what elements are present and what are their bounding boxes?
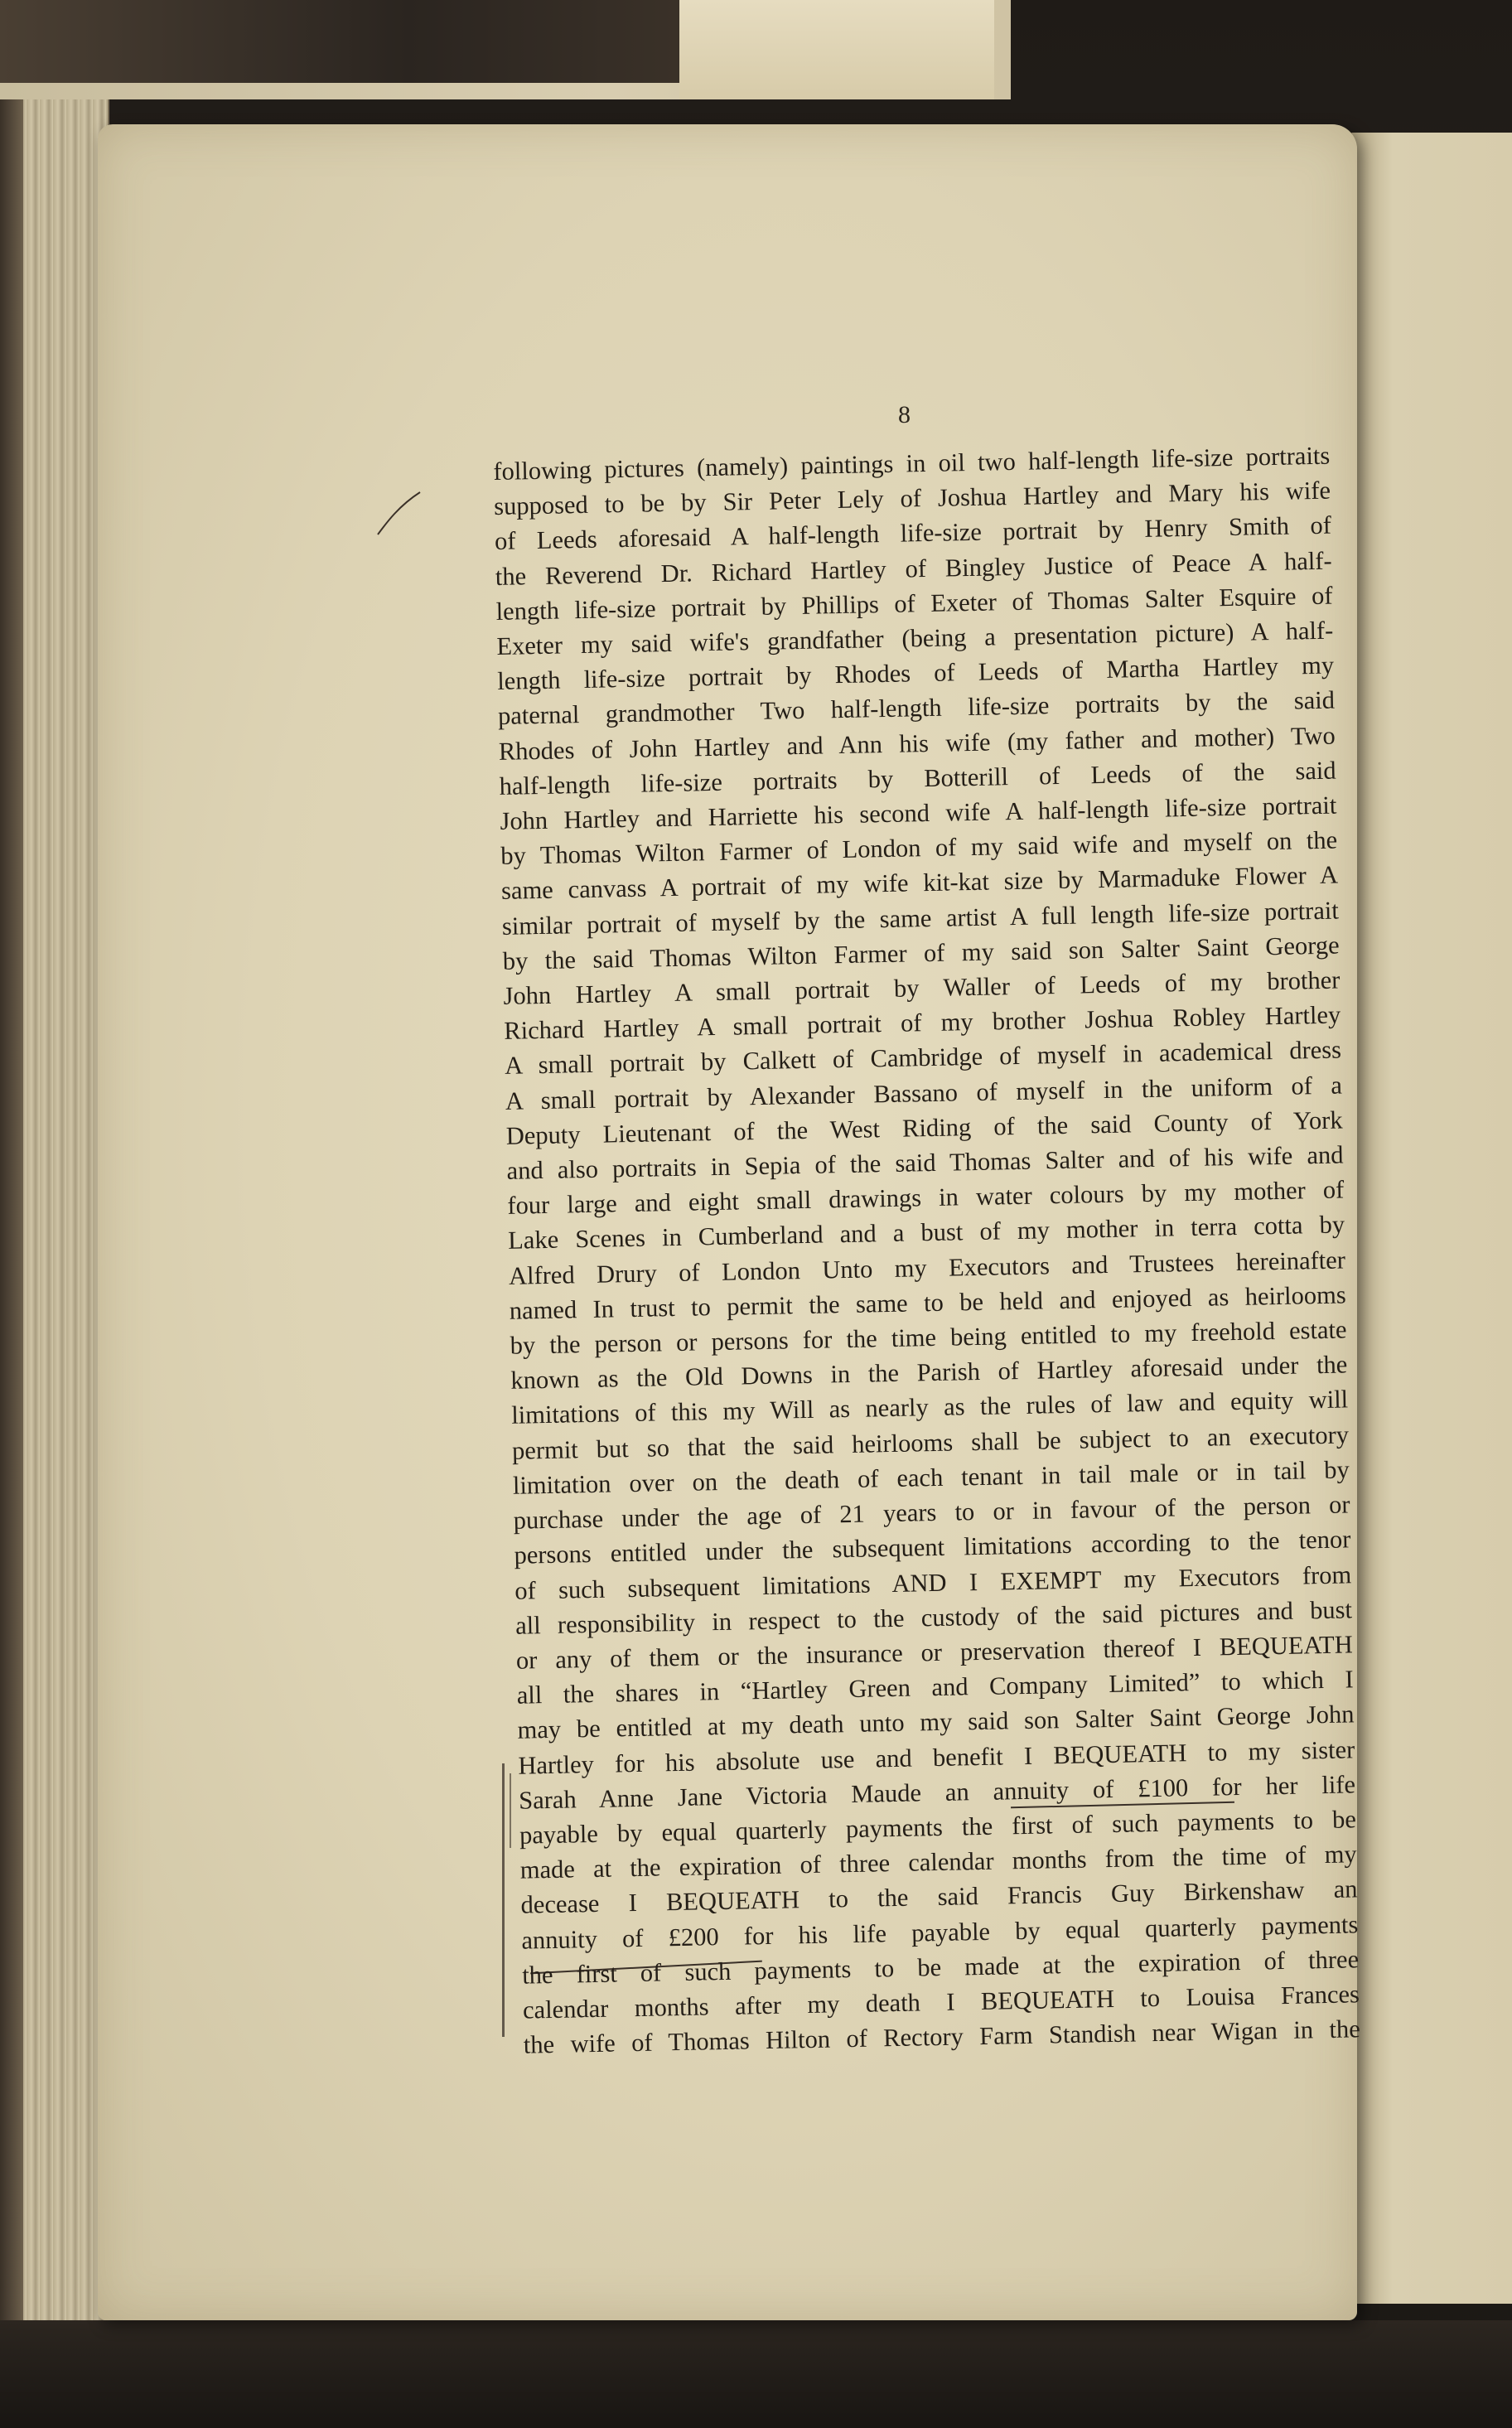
text-line: following pictures (namely) paintings in oil two half-length life-size portraits	[493, 441, 1331, 486]
text-line: four large and eight small drawings in water colours by my mother of	[507, 1175, 1345, 1221]
text-line: may be entitled at my death unto my said son Salter Saint George John	[517, 1700, 1355, 1745]
text-line: calendar months after my death I BEQUEATH to Louisa Frances	[522, 1980, 1360, 2024]
text-line: Richard Hartley A small portrait of my brother Joshua Robley Hartley	[504, 1000, 1341, 1046]
text-line: the first of such payments to be made at the expiration of three	[521, 1945, 1360, 1990]
text-line: by Thomas Wilton Farmer of London of my said wife and myself on the	[500, 825, 1338, 871]
text-line: by the person or persons for the time being entitled to my freehold estate	[510, 1315, 1347, 1360]
margin-tick-mark	[374, 489, 424, 539]
text-line: supposed to be by Sir Peter Lely of Joshua Hartley and Mary his wife	[493, 476, 1331, 521]
text-line: half-length life-size portraits by Botterill of Leeds of the said	[499, 756, 1336, 800]
text-line: Deputy Lieutenant of the West Riding of the said County of York	[505, 1105, 1343, 1150]
text-line: or any of them or the insurance or preservation thereof I BEQUEATH	[515, 1630, 1354, 1675]
body-text	[493, 438, 1360, 2063]
facing-page-right	[1350, 133, 1512, 2304]
text-line: John Hartley A small portrait by Waller of Leeds of my brother	[503, 965, 1341, 1010]
text-line: same canvass A portrait of my wife kit-kat size by Marmaduke Flower A	[500, 860, 1339, 906]
text-line: limitations of this my Will as nearly as the rules of law and equity will	[510, 1385, 1349, 1430]
text-line: made at the expiration of three calendar months from the time of my	[519, 1840, 1357, 1884]
text-line: and also portraits in Sepia of the said Thomas Salter and of his wife and	[506, 1140, 1344, 1185]
text-line: Rhodes of John Hartley and Ann his wife (my father and mother) Two	[498, 721, 1336, 766]
text-line: the Reverend Dr. Richard Hartley of Bingley Justice of Peace A half-	[495, 546, 1332, 591]
text-line: Exeter my said wife's grandfather (being a presentation picture) A half-	[496, 616, 1334, 660]
top-dark-band	[0, 0, 679, 83]
text-line: purchase under the age of 21 years to or in favour of the person or	[513, 1490, 1350, 1535]
text-line: payable by equal quarterly payments the first of such payments to be	[519, 1805, 1357, 1850]
text-line: decease I BEQUEATH to the said Francis Guy Birkenshaw an	[520, 1874, 1358, 1920]
text-line: length life-size portrait by Rhodes of Leeds of Martha Hartley my	[496, 651, 1335, 696]
text-line: of Leeds aforesaid A half-length life-size portrait by Henry Smith of	[494, 511, 1332, 556]
text-line: of such subsequent limitations AND I EXEMPT my Executors from	[514, 1560, 1352, 1605]
text-line: Lake Scenes in Cumberland and a bust of my mother in terra cotta by	[507, 1210, 1345, 1255]
text-line: Alfred Drury of London Unto my Executors and Trustees hereinafter	[508, 1245, 1346, 1290]
text-line: the wife of Thomas Hilton of Rectory Farm Standish near Wigan in the	[523, 2014, 1361, 2059]
text-line: annuity of £200 for his life payable by equal quarterly payments	[521, 1909, 1359, 1955]
text-line: all the shares in “Hartley Green and Company Limited” to which I	[516, 1665, 1354, 1710]
text-line: Hartley for his absolute use and benefit I BEQUEATH to my sister	[518, 1734, 1355, 1780]
text-line: similar portrait of myself by the same artist A full length life-size portrait	[501, 896, 1340, 941]
bottom-shadow	[0, 2320, 1512, 2428]
text-line: permit but so that the said heirlooms shall be subject to an executory	[511, 1420, 1350, 1465]
text-line: known as the Old Downs in the Parish of Hartley aforesaid under the	[510, 1350, 1348, 1395]
margin-pencil-bar	[502, 1763, 505, 2037]
text-line: length life-size portrait by Phillips of Exeter of Thomas Salter Esquire of	[495, 581, 1333, 626]
book-spine-edge	[0, 99, 23, 2320]
page-number: 8	[898, 401, 911, 428]
text-line: named In trust to permit the same to be held and enjoyed as heirlooms	[509, 1280, 1346, 1325]
text-line: Sarah Anne Jane Victoria Maude an annuity of £100 for her life	[518, 1770, 1356, 1815]
text-line: all responsibility in respect to the custody of the said pictures and bust	[514, 1595, 1353, 1640]
text-line: A small portrait by Alexander Bassano of myself in the uniform of a	[505, 1071, 1343, 1115]
text-line: A small portrait by Calkett of Cambridge of myself in academical dress	[504, 1035, 1342, 1081]
text-line: by the said Thomas Wilton Farmer of my said son Salter Saint George	[502, 931, 1340, 975]
text-line: John Hartley and Harriette his second wife A half-length life-size portrait	[500, 791, 1337, 835]
margin-pencil-bar-short	[510, 1773, 511, 1848]
top-light-strip	[679, 0, 994, 99]
text-line: paternal grandmother Two half-length life-size portraits by the said	[497, 685, 1336, 731]
text-line: persons entitled under the subsequent limitations according to the tenor	[514, 1525, 1351, 1570]
text-line: limitation over on the death of each tenant in tail male or in tail by	[512, 1455, 1350, 1500]
